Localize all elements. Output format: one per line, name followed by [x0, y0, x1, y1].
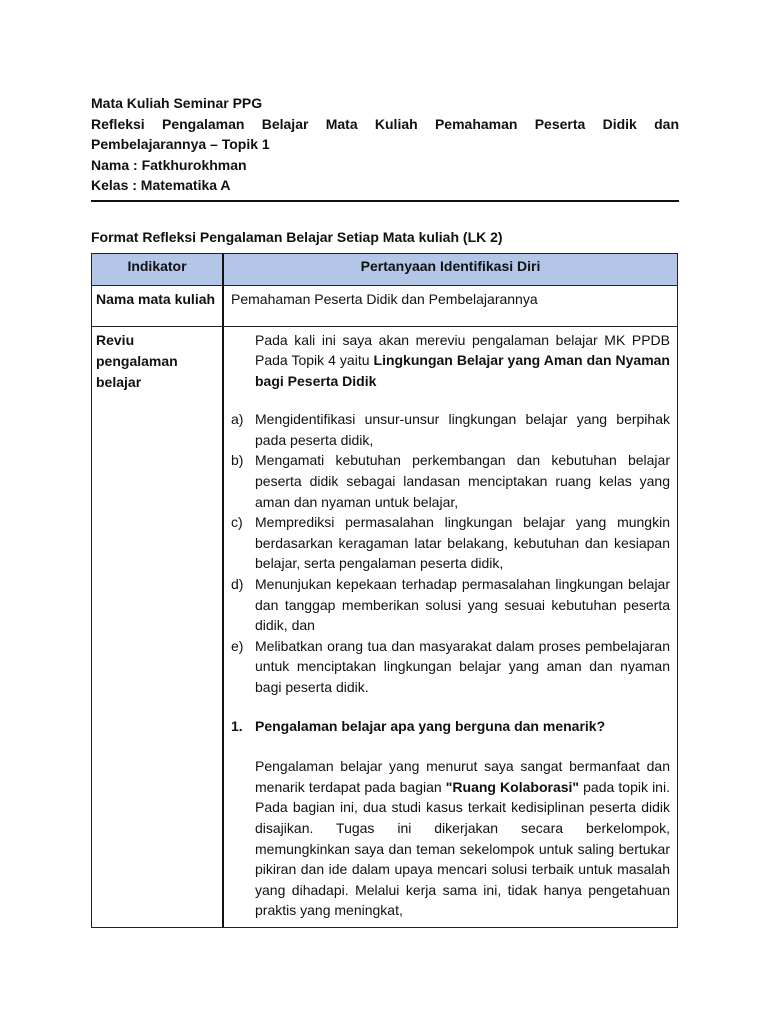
list-item: a) Mengidentifikasi unsur-unsur lingkungan belajar yang berpihak pada peserta didik, [231, 411, 670, 448]
reflection-title: Refleksi Pengalaman Belajar Mata Kuliah Pemahaman Peserta Didik dan Pembelajarannya – Topik 1 [91, 115, 679, 152]
list-item: c) Memprediksi permasalahan lingkungan belajar yang mungkin berdasarkan keragaman latar belakang, kebutuhan dan kesiapan belajar, serta pengalaman peserta didik, [231, 514, 670, 572]
document-page [91, 93, 679, 928]
objectives-list [231, 409, 670, 697]
document-header [91, 93, 679, 196]
row-label-review: Reviu pengalaman belajar [96, 331, 178, 390]
student-name: Nama : Fatkhurokhman [91, 156, 247, 173]
table-row [92, 285, 678, 326]
table-header-row [92, 253, 678, 285]
row-label-course: Nama mata kuliah [96, 290, 216, 307]
header-divider [91, 200, 679, 202]
reflection-table [91, 253, 678, 928]
course-name-value: Pemahaman Peserta Didik dan Pembelajarannya [231, 290, 538, 307]
question-heading: 1. Pengalaman belajar apa yang berguna dan menarik? [231, 717, 606, 734]
column-header-indikator: Indikator [92, 253, 224, 285]
course-title: Mata Kuliah Seminar PPG [91, 95, 263, 111]
table-row [92, 326, 678, 927]
answer-paragraph: Pengalaman belajar yang menurut saya sangat bermanfaat dan menarik terdapat pada bagian "Ruang Kolaborasi" pada topik ini. Pada bagian ini, dua studi kasus terkait kedisiplinan peserta didik disajikan. Tugas ini dikerjakan secara berkelompok, memungkinkan saya dan teman sekelompok untuk saling bertukar pikiran dan ide dalam upaya mencari solusi terbaik untuk masalah yang dihadapi. Melalui kerja sama ini, tidak hanya pengetahuan praktis yang meningkat, [255, 758, 670, 919]
list-item: e) Melibatkan orang tua dan masyarakat dalam proses pembelajaran untuk menciptakan lingkungan belajar yang aman dan nyaman bagi peserta didik. [231, 637, 670, 695]
review-content [224, 327, 677, 927]
student-class: Kelas : Matematika A [91, 177, 231, 193]
column-header-pertanyaan: Pertanyaan Identifikasi Diri [223, 253, 678, 285]
list-item: d) Menunjukan kepekaan terhadap permasalahan lingkungan belajar dan tanggap memberikan solusi yang sesuai kebutuhan peserta didik, dan [231, 576, 670, 634]
intro-paragraph: Pada kali ini saya akan mereviu pengalaman belajar MK PPDB Pada Topik 4 yaitu Lingkungan Belajar yang Aman dan Nyaman bagi Peserta Didik [255, 331, 670, 389]
format-title: Format Refleksi Pengalaman Belajar Setiap Mata kuliah (LK 2) [91, 228, 503, 245]
list-item: b) Mengamati kebutuhan perkembangan dan kebutuhan belajar peserta didik sebagai landasan menciptakan ruang kelas yang aman dan nyaman untuk belajar, [231, 452, 670, 510]
